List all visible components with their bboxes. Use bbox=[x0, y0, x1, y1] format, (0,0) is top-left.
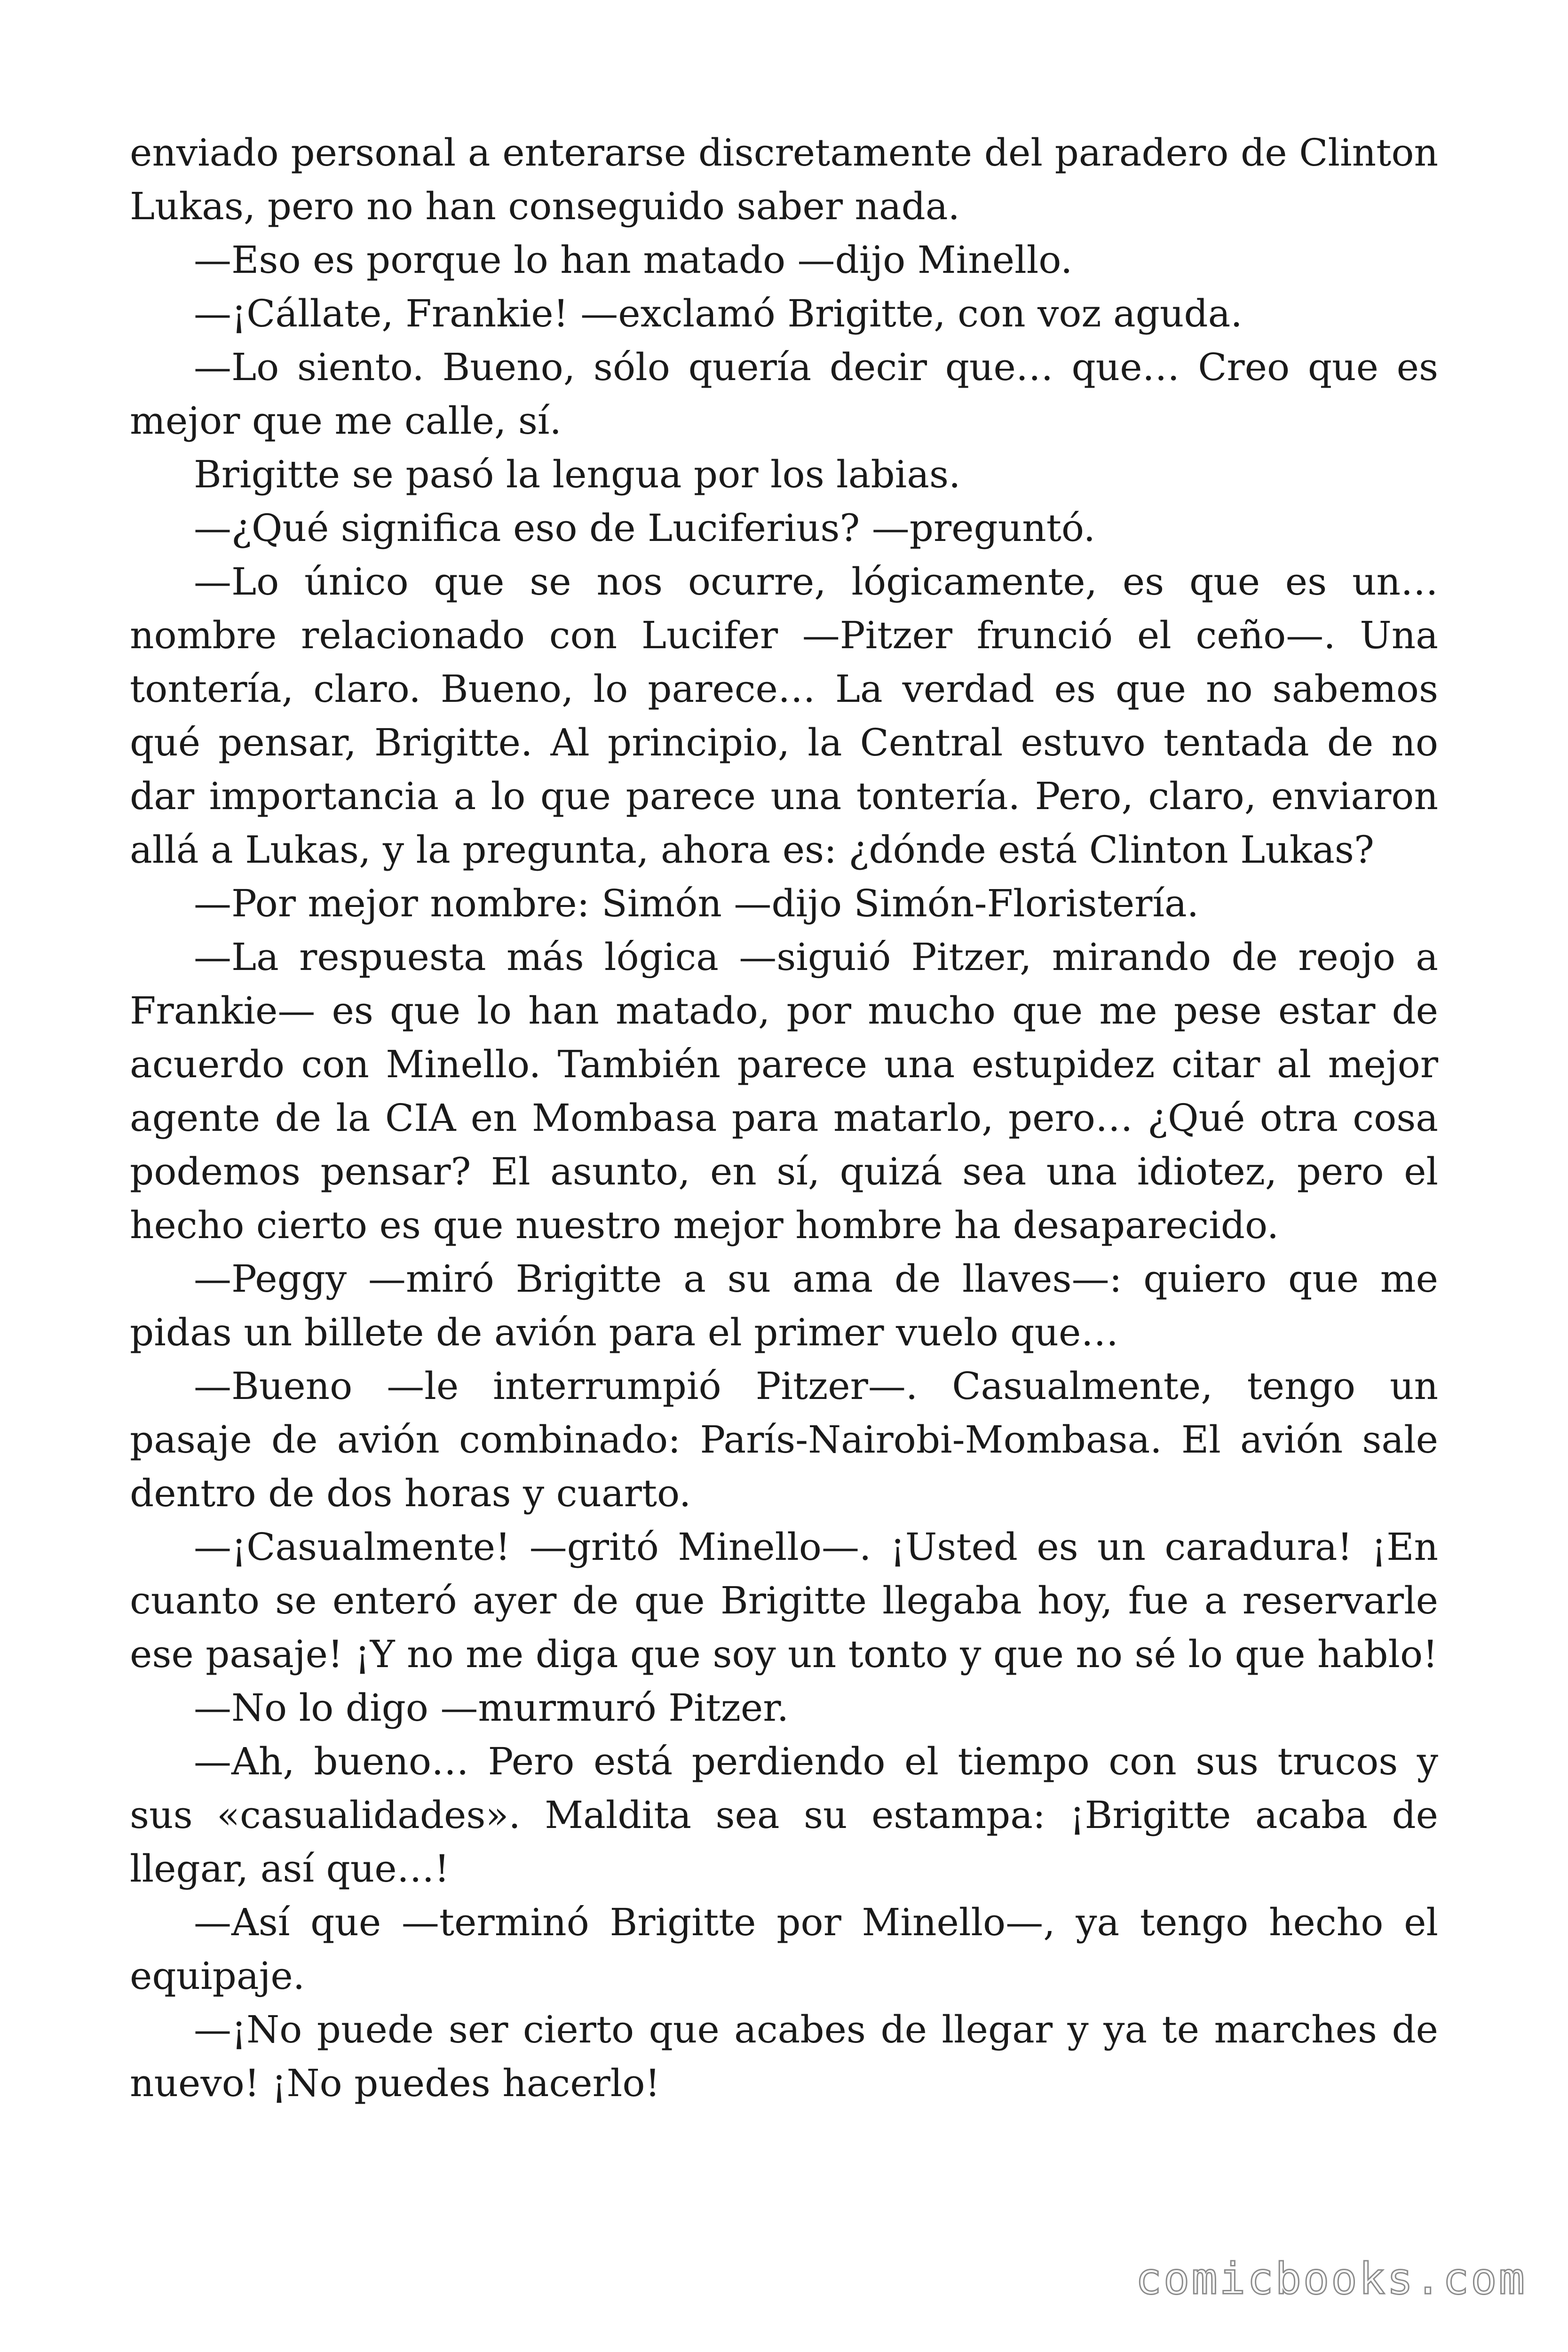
paragraph: —¡Cállate, Frankie! —exclamó Brigitte, con voz aguda. bbox=[194, 292, 1243, 335]
watermark: comicbooks.com bbox=[1135, 2254, 1527, 2304]
paragraph: —Peggy —miró Brigitte a su ama de llaves—: quiero que me pidas un billete de avión para el primer vuelo que… bbox=[130, 1257, 1438, 1354]
paragraph: —Eso es porque lo han matado —dijo Minello. bbox=[194, 238, 1073, 282]
paragraph: —Bueno —le interrumpió Pitzer—. Casualmente, tengo un pasaje de avión combinado: París-Nairobi-Mombasa. El avión sale dentro de dos horas y cuarto. bbox=[130, 1364, 1438, 1515]
paragraph: —Lo siento. Bueno, sólo quería decir que… que… Creo que es mejor que me calle, sí. bbox=[130, 345, 1438, 443]
paragraph: —¿Qué significa eso de Luciferius? —preguntó. bbox=[194, 506, 1096, 550]
paragraph: —La respuesta más lógica —siguió Pitzer, mirando de reojo a Frankie— es que lo han matado, por mucho que me pese estar de acuerdo con Minello. También parece una estupidez citar al mejor agente de la CIA en Mombasa para matarlo, pero… ¿Qué otra cosa podemos pensar? El asunto, en sí, quizá sea una idiotez, pero el hecho cierto es que nuestro mejor hombre ha desaparecido. bbox=[130, 935, 1438, 1247]
paragraph: —¡No puede ser cierto que acabes de llegar y ya te marches de nuevo! ¡No puedes hacerlo! bbox=[130, 2008, 1438, 2105]
paragraph: —Por mejor nombre: Simón —dijo Simón-Floristería. bbox=[194, 882, 1199, 925]
paragraph: Brigitte se pasó la lengua por los labias. bbox=[194, 453, 961, 496]
paragraph: enviado personal a enterarse discretamente del paradero de Clinton Lukas, pero no han conseguido saber nada. bbox=[130, 131, 1438, 228]
paragraph: —Así que —terminó Brigitte por Minello—, ya tengo hecho el equipaje. bbox=[130, 1900, 1438, 1998]
body-text bbox=[130, 126, 1438, 2110]
paragraph: —Lo único que se nos ocurre, lógicamente, es que es un… nombre relacionado con Lucifer —Pitzer frunció el ceño—. Una tontería, claro. Bueno, lo parece… La verdad es que no sabemos qué pensar, Brigitte. Al principio, la Central estuvo tentada de no dar importancia a lo que parece una tontería. Pero, claro, enviaron allá a Lukas, y la pregunta, ahora es: ¿dónde está Clinton Lukas? bbox=[130, 560, 1438, 872]
paragraph: —Ah, bueno… Pero está perdiendo el tiempo con sus trucos y sus «casualidades». Maldita sea su estampa: ¡Brigitte acaba de llegar, así que…! bbox=[130, 1740, 1438, 1891]
paragraph: —¡Casualmente! —gritó Minello—. ¡Usted es un caradura! ¡En cuanto se enteró ayer de que Brigitte llegaba hoy, fue a reservarle ese pasaje! ¡Y no me diga que soy un tonto y que no sé lo que hablo! bbox=[130, 1525, 1438, 1676]
paragraph: —No lo digo —murmuró Pitzer. bbox=[194, 1686, 789, 1730]
